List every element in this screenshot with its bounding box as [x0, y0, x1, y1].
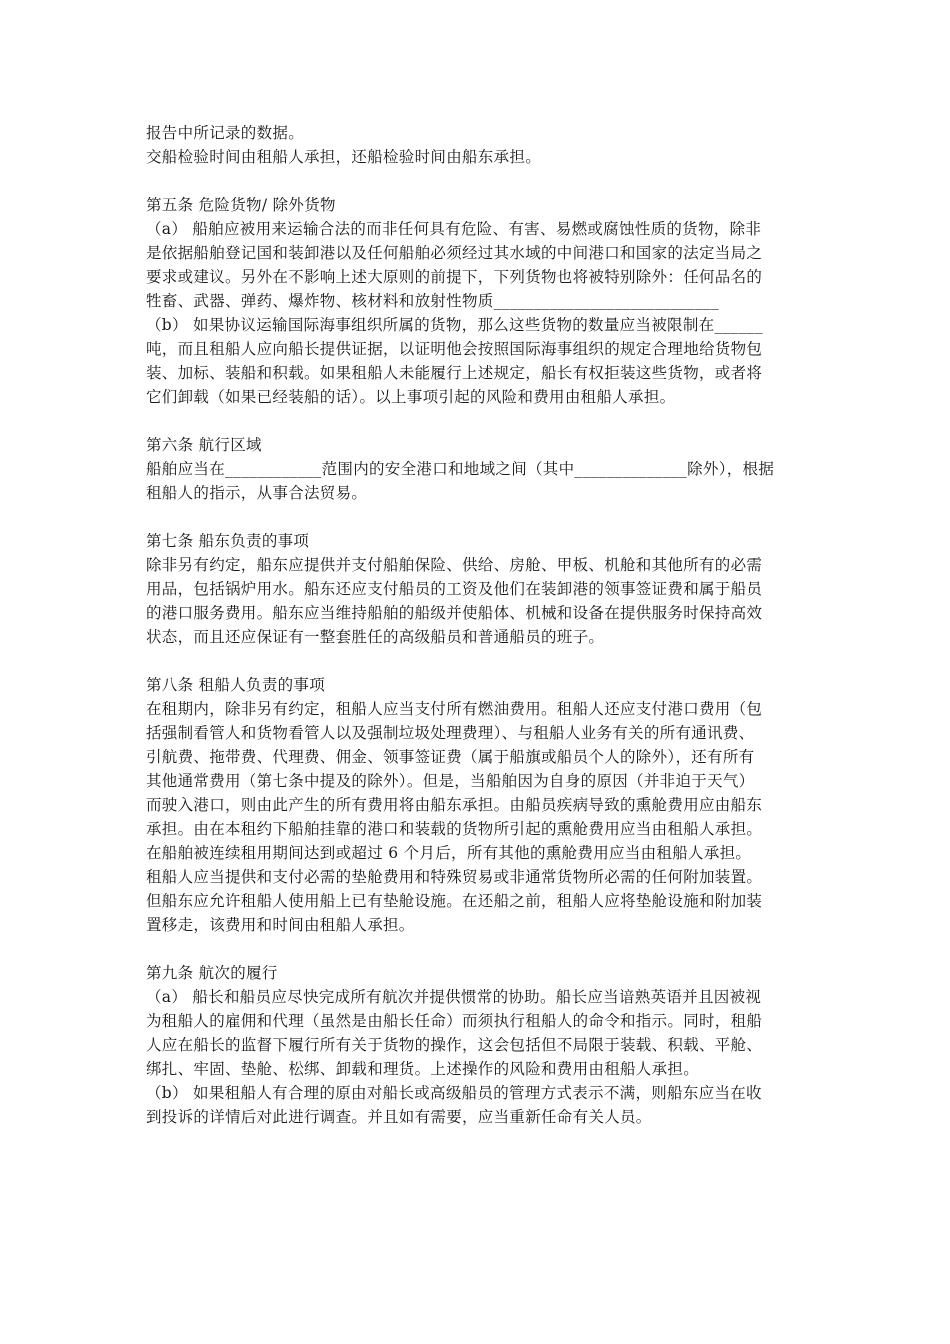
paragraph-gap [146, 937, 810, 961]
intro-line: 报告中所记录的数据。 [146, 124, 305, 142]
section-7-line: 除非另有约定，船东应提供并支付船舶保险、供给、房舱、甲板、机舱和其他所有的必需 [146, 556, 763, 574]
section-9-line: （a） 船长和船员应尽快完成所有航次并提供惯常的协助。船长应当谙熟英语并且因被视 [146, 988, 762, 1006]
section-5-line: 装、加标、装船和积载。如果租船人未能履行上述规定，船长有权拒装这些货物，或者将 [146, 364, 763, 382]
section-6-line: 租船人的指示，从事合法贸易。 [146, 484, 368, 502]
section-8-line: 承担。由在本租约下船舶挂靠的港口和装载的货物所引起的熏舱费用应当由租船人承担。 [146, 820, 763, 838]
section-7-line: 用品，包括锅炉用水。船东还应支付船员的工资及他们在装卸港的领事签证费和属于船员 [146, 580, 763, 598]
section-6-line: 船舶应当在____________范围内的安全港口和地域之间（其中______________除外），根据 [146, 460, 775, 478]
section-5-line: 要求或建议。另外在不影响上述大原则的前提下，下列货物也将被特别除外：任何品名的 [146, 268, 763, 286]
paragraph-gap [146, 409, 810, 433]
section-9-line: 人应在船长的监督下履行所有关于货物的操作，这会包括但不局限于装载、积载、平舱、 [146, 1036, 763, 1054]
section-5-heading: 第五条 危险货物/ 除外货物 [146, 196, 336, 214]
intro-line: 交船检验时间由租船人承担，还船检验时间由船东承担。 [146, 148, 542, 166]
section-5-line: （a） 船舶应被用来运输合法的而非任何具有危险、有害、易燃或腐蚀性质的货物，除非 [146, 220, 762, 238]
section-8-heading: 第八条 租船人负责的事项 [146, 676, 326, 694]
section-8-line: 租船人应当提供和支付必需的垫舱费用和特殊贸易或非通常货物所必需的任何附加装置。 [146, 868, 763, 886]
section-7-heading: 第七条 船东负责的事项 [146, 532, 310, 550]
section-8-line: 括强制看管人和货物看管人以及强制垃圾处理费理）、与租船人业务有关的所有通讯费、 [146, 724, 755, 742]
section-7-line: 的港口服务费用。船东应当维持船舶的船级并使船体、机械和设备在提供服务时保持高效 [146, 604, 763, 622]
section-7-line: 状态，而且还应保证有一整套胜任的高级船员和普通船员的班子。 [146, 628, 605, 646]
section-9-line: 到投诉的详情后对此进行调查。并且如有需要，应当重新任命有关人员。 [146, 1108, 652, 1126]
paragraph-gap [146, 505, 810, 529]
section-5-line: 吨，而且租船人应向船长提供证据，以证明他会按照国际海事组织的规定合理地给货物包 [146, 340, 763, 358]
paragraph-gap [146, 649, 810, 673]
section-8-line: 而驶入港口，则由此产生的所有费用将由船东承担。由船员疾病导致的熏舱费用应由船东 [146, 796, 763, 814]
section-6-heading: 第六条 航行区域 [146, 436, 262, 454]
paragraph-gap [146, 169, 810, 193]
document-body [146, 121, 810, 1129]
section-8-line: 但船东应允许租船人使用船上已有垫舱设施。在还船之前，租船人应将垫舱设施和附加装 [146, 892, 763, 910]
section-8-line: 其他通常费用（第七条中提及的除外）。但是，当船舶因为自身的原因（并非迫于天气） [146, 772, 755, 790]
section-8-line: 置移走，该费用和时间由租船人承担。 [146, 916, 415, 934]
section-5-line: 它们卸载（如果已经装船的话）。以上事项引起的风险和费用由租船人承担。 [146, 388, 676, 406]
section-9-heading: 第九条 航次的履行 [146, 964, 278, 982]
section-9-line: 为租船人的雇佣和代理（虽然是由船长任命）而须执行租船人的命令和指示。同时，租船 [146, 1012, 763, 1030]
section-9-line: （b） 如果租船人有合理的原由对船长或高级船员的管理方式表示不满，则船东应当在收 [146, 1084, 762, 1102]
section-9-line: 绑扎、牢固、垫舱、松绑、卸载和理货。上述操作的风险和费用由租船人承担。 [146, 1060, 700, 1078]
section-8-line: 在租期内，除非另有约定，租船人应当支付所有燃油费用。租船人还应支付港口费用（包 [146, 700, 763, 718]
section-5-line: （b） 如果协议运输国际海事组织所属的货物，那么这些货物的数量应当被限制在______ [146, 316, 763, 334]
section-8-line: 在船舶被连续租用期间达到或超过 6 个月后，所有其他的熏舱费用应当由租船人承担。 [146, 844, 752, 862]
section-5-line: 牲畜、武器、弹药、爆炸物、核材料和放射性物质____________________________ [146, 292, 720, 310]
section-8-line: 引航费、拖带费、代理费、佣金、领事签证费（属于船旗或船员个人的除外），还有所有 [146, 748, 755, 766]
section-5-line: 是依据船舶登记国和装卸港以及任何船舶必须经过其水域的中间港口和国家的法定当局之 [146, 244, 763, 262]
